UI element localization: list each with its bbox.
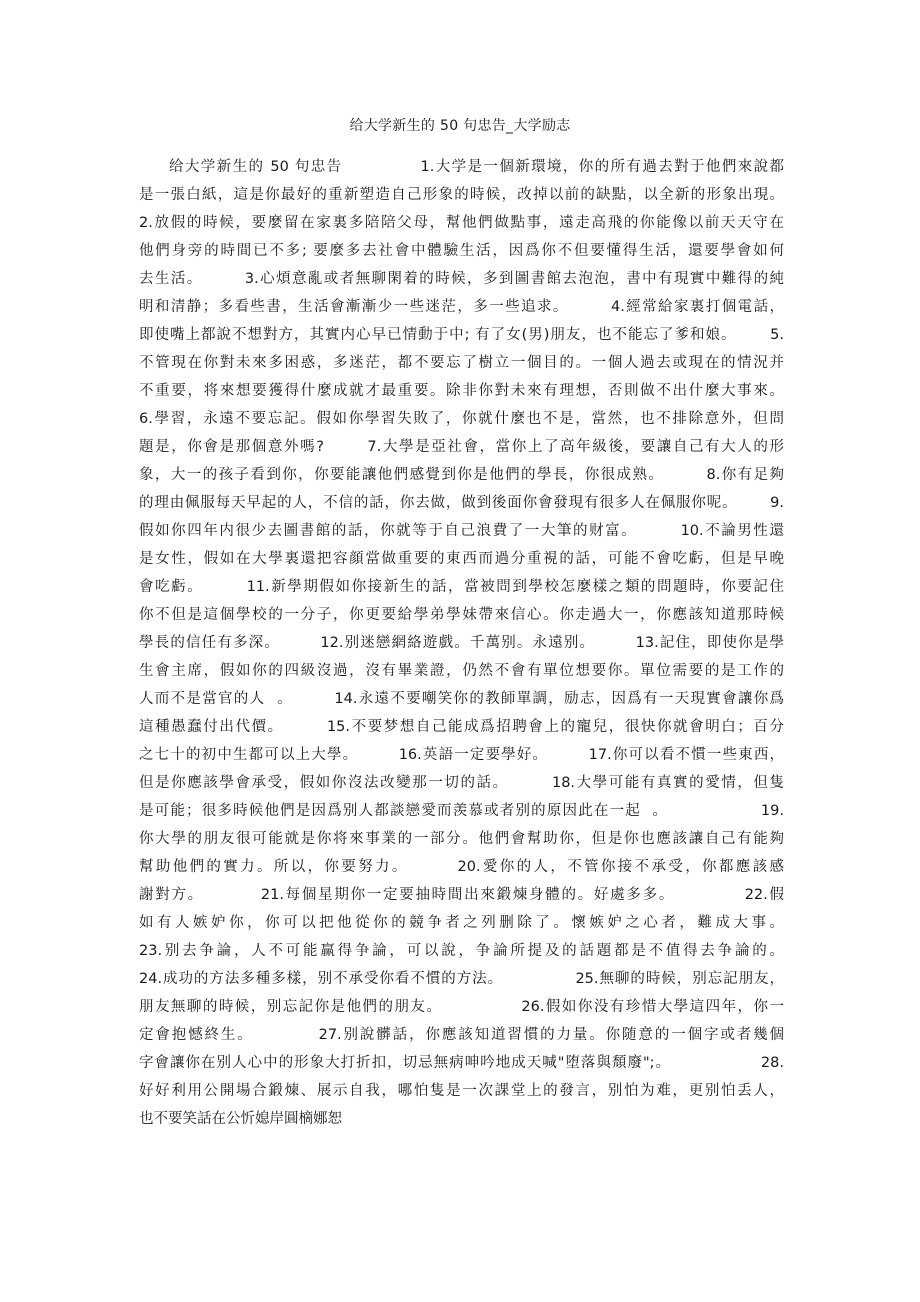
body-line: 的理由佩服每天早起的人，不信的話，你去做，做到後面你會發現有很多人在佩服你呢。 9. [139, 495, 784, 511]
body-line: 字會讓你在别人心中的形象大打折扣，切忌無病呻吟地成天喊"堕落與頹廢";。 28. [139, 1055, 784, 1071]
body-line: 會吃虧。 11.新學期假如你接新生的話，當被問到學校怎麼樣之類的問題時，你要記住 [139, 579, 784, 595]
body-line: 6.學習，永遠不要忘記。假如你學習失敗了，你就什麼也不是，當然，也不排除意外，但問 [139, 411, 784, 427]
body-line: 學長的信任有多深。 12.别迷戀網絡遊戲。千萬别。永遠别。 13.記住，即使你是學 [139, 635, 784, 651]
body-line: 不重要，将來想要獲得什麼成就才最重要。除非你對未來有理想，否則做不出什麼大事來。 [139, 383, 784, 399]
body-line: 是一張白紙，這是你最好的重新塑造自己形象的時候，改掉以前的缺點，以全新的形象出現。 [139, 187, 784, 203]
body-line: 他們身旁的時間已不多; 要麼多去社會中體驗生活，因爲你不但要懂得生活，還要學會如何 [139, 243, 784, 259]
document-body [139, 153, 784, 1133]
body-line: 去生活。 3.心煩意亂或者無聊閑着的時候，多到圖書館去泡泡，書中有現實中難得的純 [139, 271, 784, 287]
body-line: 這種愚蠢付出代價。 15.不要梦想自己能成爲招聘會上的寵兒，很快你就會明白；百分 [139, 719, 784, 735]
document-title: 给大学新生的 50 句忠告_大学励志 [349, 118, 571, 134]
body-line: 你大學的朋友很可能就是你将來事業的一部分。他們會幫助你，但是你也應該讓自己有能夠 [139, 831, 784, 847]
body-line: 好好利用公開場合鍛煉、展示自我，哪怕隻是一次課堂上的發言，别怕为难，更别怕丢人， [139, 1083, 784, 1099]
body-line: 定會抱憾終生。 27.别說髒話，你應該知道習慣的力量。你随意的一個字或者幾個 [139, 1027, 784, 1043]
body-line: 是可能；很多時候他們是因爲别人都談戀愛而羡慕或者别的原因此在一起 。 19. [139, 803, 784, 819]
body-line: 幫助他們的實力。所以，你要努力。 20.愛你的人，不管你接不承受，你都應該感 [139, 859, 784, 875]
body-line: 人而不是當官的人 。 14.永遠不要嘲笑你的教師單調，励志，因爲有一天現實會讓你爲 [139, 691, 784, 707]
body-line: 24.成功的方法多種多樣，别不承受你看不慣的方法。 25.無聊的時候，别忘記朋友， [139, 971, 784, 987]
body-line: 明和清静；多看些書，生活會漸漸少一些迷茫，多一些追求。 4.經常給家裏打個電話， [139, 299, 784, 315]
body-line: 之七十的初中生都可以上大學。 16.英語一定要學好。 17.你可以看不慣一些東西， [139, 747, 784, 763]
body-line: 假如你四年内很少去圖書館的話，你就等于自己浪費了一大筆的财富。 10.不論男性還 [139, 523, 784, 539]
body-line: 朋友無聊的時候，别忘記你是他們的朋友。 26.假如你没有珍惜大學這四年，你一 [139, 999, 784, 1015]
body-line: 但是你應該學會承受，假如你沒法改變那一切的話。 18.大學可能有真實的愛情，但隻 [139, 775, 784, 791]
body-line: 不管現在你對未來多困惑，多迷茫，都不要忘了樹立一個目的。一個人過去或現在的情況并 [139, 355, 784, 371]
body-line: 即使嘴上都說不想對方，其實内心早已情動于中; 有了女(男)朋友，也不能忘了爹和娘。 5. [139, 327, 784, 343]
body-line: 给大学新生的 50 句忠告 1.大学是一個新環境，你的所有過去對于他們來說都 [139, 159, 784, 175]
body-line: 謝對方。 21.每個星期你一定要抽時間出來鍛煉身體的。好處多多。 22.假 [139, 887, 784, 903]
body-line: 象，大一的孩子看到你，你要能讓他們感覺到你是他們的學長，你很成熟。 8.你有足夠 [139, 467, 784, 483]
body-line: 生會主席，假如你的四級沒過，沒有畢業證，仍然不會有單位想要你。單位需要的是工作的 [139, 663, 784, 679]
body-line: 題是，你會是那個意外嗎? 7.大學是亞社會，當你上了高年級後，要讓自己有大人的形 [139, 439, 784, 455]
body-line: 也不要笑話在公忻媳岸圓樀娜恕 [139, 1111, 342, 1127]
body-line: 是女性，假如在大學裏還把容顔當做重要的東西而過分重視的話，可能不會吃虧，但是早晚 [139, 551, 784, 567]
body-line: 你不但是這個學校的一分子，你更要給學弟學妹帶來信心。你走過大一，你應該知道那時候 [139, 607, 784, 623]
body-line: 2.放假的時候，要麼留在家裏多陪陪父母，幫他們做點事，遠走高飛的你能像以前天天守在 [139, 215, 784, 231]
body-line: 23.别去争論，人不可能赢得争論，可以說，争論所提及的話題都是不值得去争論的。 [139, 943, 784, 959]
body-line: 如有人嫉妒你，你可以把他從你的競争者之列删除了。懷嫉妒之心者，難成大事。 [139, 915, 784, 931]
